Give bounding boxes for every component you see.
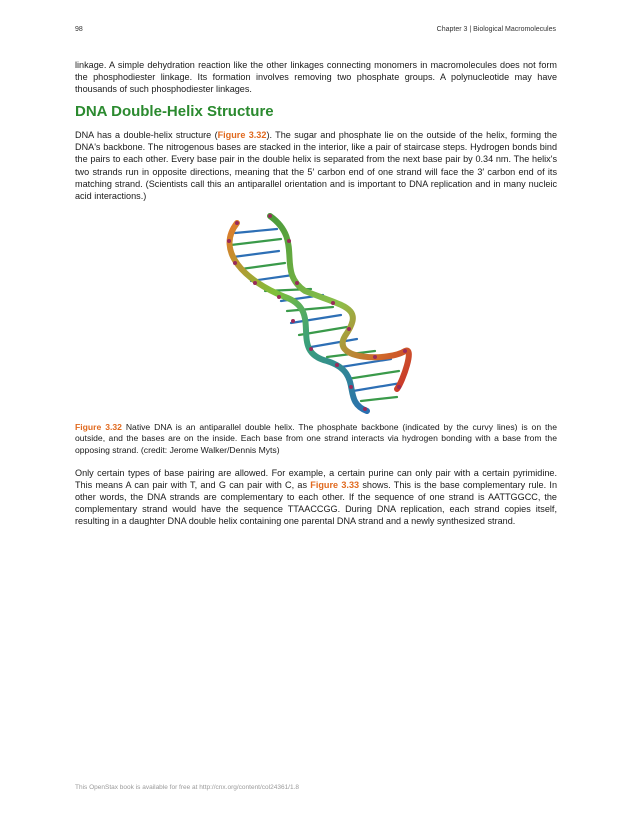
chapter-header: Chapter 3 | Biological Macromolecules [436, 26, 556, 33]
figure-3-33-link[interactable]: Figure 3.33 [310, 479, 360, 490]
strand-one [230, 223, 367, 411]
figure-label: Figure 3.32 [75, 421, 122, 432]
base-pairing-paragraph: Only certain types of base pairing are allowed. For example, a certain purine can only pair with a certain pyrimidine. This means A can pair with T, and G can pair with C, as Figure 3.33 shows. This is the base complementary rule. In other words, the DNA strands are complementary to each other. If the sequence of one strand is AATTGGCC, the complementary strand would have the sequence TTAACCGG. During DNA replication, each strand copies itself, resulting in a daughter DNA double helix containing one parental DNA strand and a newly synthesized strand. [75, 467, 557, 526]
dna-figure [75, 211, 557, 416]
section-heading: DNA Double-Helix Structure [75, 103, 274, 121]
dna-double-helix-image [215, 211, 420, 416]
section-paragraph: DNA has a double-helix structure (Figure 3.32). The sugar and phosphate lie on the outside of the helix, forming the DNA's backbone. The nitrogenous bases are stacked in the interior, like a pair of staircase steps. Hydrogen bonds bind the pairs to each other. Every base pair in the double helix is separated from the next base pair by 0.34 nm. The helix's two strands run in opposite directions, meaning that the 5′ carbon end of one strand will face the 3′ carbon end of its matching strand. (Scientists call this an antiparallel orientation and is important to DNA replication and in many nucleic acid interactions.) [75, 130, 557, 201]
figure-caption: Figure 3.32 Native DNA is an antiparallel double helix. The phosphate backbone (indicated by the curvy lines) is on the outside, and the bases are on the inside. Each base from one strand interacts via hydrogen bonding with a base from the opposing strand. (credit: Jerome Walker/Dennis Myts) [75, 421, 557, 456]
figure-3-32-link[interactable]: Figure 3.32 [217, 130, 267, 141]
intro-paragraph: linkage. A simple dehydration reaction like the other linkages connecting monomers in macromolecules does not form the phosphodiester linkage. Its formation involves removing two phosphate groups. A polynucleotide may have thousands of such phosphodiester linkages. [75, 60, 557, 95]
page-number: 98 [75, 26, 83, 33]
base-pairs [231, 229, 401, 401]
page-footer: This OpenStax book is available for free at http://cnx.org/content/col24361/1.8 [75, 784, 300, 791]
phosphate-groups [227, 214, 407, 411]
page-content [75, 59, 557, 527]
